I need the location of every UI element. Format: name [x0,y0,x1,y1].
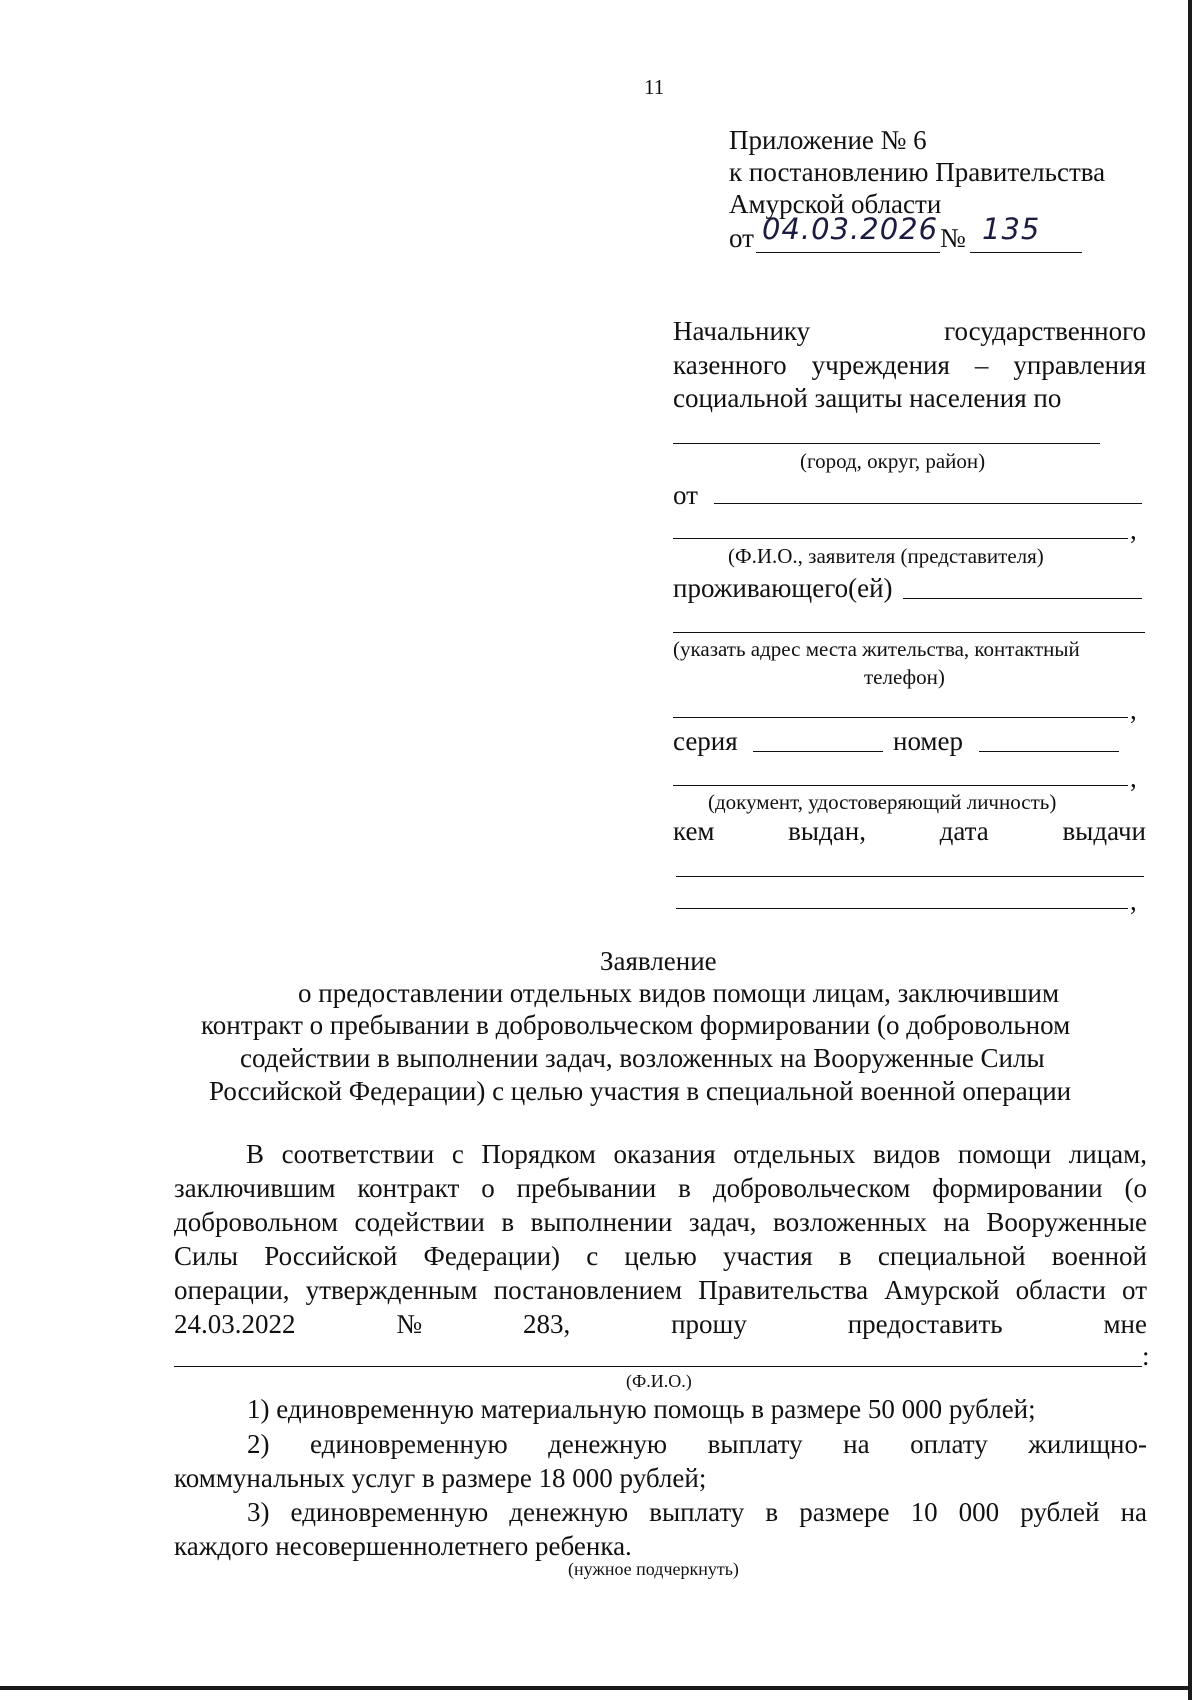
scan-border-bottom [0,1686,1192,1690]
statement-subject-line2: контракт о пребывании в добровольческом формировании (о добровольном [201,1010,1071,1040]
appendix-title: Приложение № 6 [729,125,927,155]
appendix-number-prefix: № [940,223,966,253]
issued-line [673,815,1146,847]
city-field[interactable] [673,443,1100,444]
document-caption: (документ, удостоверяющий личность) [708,790,1057,814]
addressee-line1 [673,315,1146,347]
issued-by-field[interactable] [676,876,1144,877]
body-line3: добровольном содействии в выполнении задач, возложенных на Вооруженные [174,1207,1147,1237]
addressee-line3: социальной защиты населения по [673,383,1062,413]
colon: : [1142,1341,1150,1371]
page-number: 11 [644,75,665,99]
underline-caption: (нужное подчеркнуть) [568,1559,739,1579]
document-field[interactable] [673,785,1128,786]
appendix-region: Амурской области [729,189,942,219]
issued-word-3: дата [939,816,989,846]
body-line2: заключившим контракт о пребывании в добровольческом формировании (о [174,1173,1147,1203]
number-underline [970,252,1082,253]
appendix-date-prefix: от [729,223,754,253]
residing-label: проживающего(ей) [673,573,893,603]
number-field[interactable] [979,751,1119,752]
address-field[interactable] [903,598,1142,599]
address-field-3[interactable] [673,717,1128,718]
issued-word-2: выдан, [788,816,866,846]
statement-subject-line4: Российской Федерации) с целью участия в специальной военной операции [209,1076,1072,1106]
comma: , [1130,695,1137,725]
address-field-2[interactable] [673,632,1145,633]
addressee-line2: казенного учреждения – управления [673,350,1146,380]
item-3-line1: 3) единовременную денежную выплату в размере 10 000 рублей на [247,1497,1147,1527]
address-caption-line1: (указать адрес места жительства, контактный [673,637,1080,661]
recipient-name-field[interactable] [174,1366,1142,1367]
comma: , [1130,763,1137,793]
issued-word-1: кем [673,816,715,846]
comma: , [1130,515,1137,545]
item-2-line2: коммунальных услуг в размере 18 000 рублей; [174,1463,707,1493]
addressee-word-chief: Начальнику [673,316,811,346]
addressee-word-state: государственного [944,316,1146,346]
body-line6-word-6: мне [1103,1309,1147,1339]
body-line4: Силы Российской Федерации) с целью участия в специальной военной [174,1241,1147,1271]
series-field[interactable] [753,751,883,752]
from-label: от [673,480,698,510]
series-label: серия [673,726,738,756]
date-underline [756,252,940,253]
body-line6 [174,1308,1147,1340]
recipient-fio-caption: (Ф.И.О.) [626,1371,692,1391]
appendix-resolution: к постановлению Правительства [729,157,1106,187]
item-2-line1: 2) единовременную денежную выплату на оплату жилищно- [247,1429,1147,1459]
statement-subject-line3: содействии в выполнении задач, возложенных на Вооруженные Силы [240,1043,1045,1073]
city-caption: (город, округ, район) [800,449,986,473]
applicant-name-field-2[interactable] [673,538,1128,539]
comma: , [1130,886,1137,916]
body-line6-word-2: № [396,1309,423,1339]
body-line1: В соответствии с Порядком оказания отдельных видов помощи лицам, [246,1139,1147,1169]
scan-border-right [1188,0,1192,1700]
statement-heading: Заявление [600,946,717,976]
statement-subject-line1: о предоставлении отдельных видов помощи лицам, заключившим [298,978,1060,1008]
body-line6-word-4: прошу [671,1309,747,1339]
issued-by-field-2[interactable] [676,908,1128,909]
body-line6-word-5: предоставить [847,1309,1003,1339]
item-1: 1) единовременную материальную помощь в размере 50 000 рублей; [247,1394,1036,1424]
body-line6-word-1: 24.03.2022 [174,1309,296,1339]
handwritten-date: 04.03.2026 [762,212,939,246]
body-line5: операции, утвержденным постановлением Правительства Амурской области от [174,1275,1147,1305]
handwritten-number: 135 [982,212,1041,246]
address-caption-line2: телефон) [864,665,945,689]
fio-caption: (Ф.И.О., заявителя (представителя) [728,544,1044,568]
item-3-line2: каждого несовершеннолетнего ребенка. [174,1531,632,1561]
body-line6-word-3: 283, [522,1309,571,1339]
issued-word-4: выдачи [1062,816,1146,846]
applicant-name-field[interactable] [714,503,1142,504]
number-label: номер [893,726,964,756]
